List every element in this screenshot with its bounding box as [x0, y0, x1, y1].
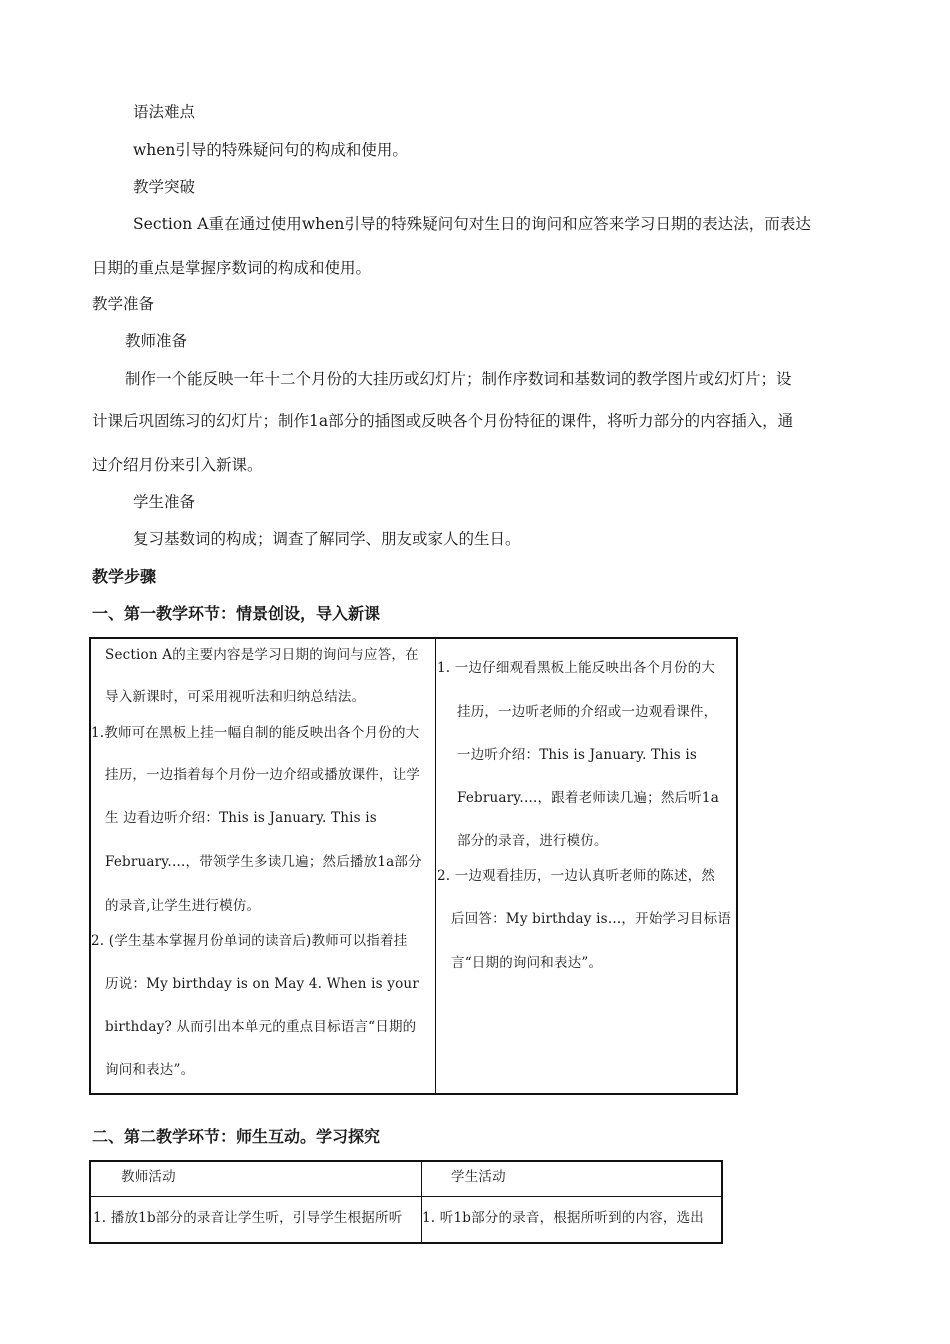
stage2-heading: 二、第二教学环节：师生互动。学习探究	[92, 1127, 381, 1146]
stage2-student-row1: 1. 听1b部分的录音，根据所听到的内容，选出	[422, 1210, 705, 1226]
stage1-heading: 一、第一教学环节：情景创设，导入新课	[92, 604, 381, 623]
stage1-student-line: 一边听介绍：This is January. This is	[457, 747, 698, 763]
breakthrough-text-line2: 日期的重点是掌握序数词的构成和使用。	[92, 259, 372, 277]
stage1-teacher-line: 1.教师可在黑板上挂一幅自制的能反映出各个月份的大	[91, 725, 420, 741]
stage1-teacher-line: 生 边看边听介绍：This is January. This is	[105, 810, 377, 826]
stage1-teacher-line: 询问和表达”。	[105, 1062, 195, 1078]
stage1-teacher-line: 历说：My birthday is on May 4. When is your	[105, 976, 419, 992]
stage1-teacher-line: Section A的主要内容是学习日期的询问与应答，在	[105, 647, 419, 663]
stage1-student-line: 2. 一边观看挂历，一边认真听老师的陈述，然	[437, 868, 716, 884]
stage1-student-line: 1. 一边仔细观看黑板上能反映出各个月份的大	[437, 660, 716, 676]
student-prep-heading: 学生准备	[133, 493, 196, 511]
student-prep-text: 复习基数词的构成；调查了解同学、朋友或家人的生日。	[133, 530, 521, 548]
teacher-prep-line1: 制作一个能反映一年十二个月份的大挂历或幻灯片；制作序数词和基数词的教学图片或幻灯片；设	[125, 370, 792, 388]
stage1-teacher-line: February.…，带领学生多读几遍；然后播放1a部分	[105, 854, 422, 870]
stage1-teacher-line: 的录音,让学生进行模仿。	[105, 898, 261, 914]
stage1-student-line: February.…，跟着老师读几遍；然后听1a	[457, 790, 719, 806]
stage2-student-header: 学生活动	[451, 1169, 506, 1185]
steps-heading: 教学步骤	[92, 567, 157, 586]
stage1-teacher-line: 2. (学生基本掌握月份单词的读音后)教师可以指着挂	[91, 933, 408, 949]
stage1-student-line: 挂历，一边听老师的介绍或一边观看课件，	[457, 704, 718, 720]
breakthrough-heading: 教学突破	[133, 178, 196, 196]
stage1-teacher-line: birthday? 从而引出本单元的重点目标语言“日期的	[105, 1019, 417, 1035]
stage1-student-line: 后回答：My birthday is…，开始学习目标语	[451, 911, 732, 927]
stage2-table-divider	[421, 1162, 422, 1242]
stage1-teacher-line: 导入新课时，可采用视听法和归纳总结法。	[105, 689, 366, 705]
teacher-prep-line2: 计课后巩固练习的幻灯片；制作1a部分的插图或反映各个月份特征的课件，将听力部分的内容插入，通	[92, 412, 794, 430]
grammar-difficulty-heading: 语法难点	[133, 103, 196, 121]
stage1-student-line: 部分的录音，进行模仿。	[457, 833, 608, 849]
stage1-table-divider	[435, 639, 436, 1093]
preparation-heading: 教学准备	[92, 295, 155, 313]
stage1-student-line: 言“日期的询问和表达”。	[451, 955, 603, 971]
stage2-teacher-header: 教师活动	[121, 1169, 176, 1185]
stage2-table	[89, 1160, 723, 1244]
stage2-table-header-rule	[91, 1196, 721, 1197]
grammar-difficulty-text: when引导的特殊疑问句的构成和使用。	[133, 141, 408, 159]
teacher-prep-line3: 过介绍月份来引入新课。	[92, 456, 263, 474]
breakthrough-text-line1: Section A重在通过使用when引导的特殊疑问句对生日的询问和应答来学习日期的表达法，而表达	[133, 215, 811, 233]
teacher-prep-heading: 教师准备	[125, 332, 188, 350]
stage1-teacher-line: 挂历，一边指着每个月份一边介绍或播放课件，让学	[105, 767, 421, 783]
stage1-table	[89, 637, 738, 1095]
stage2-teacher-row1: 1. 播放1b部分的录音让学生听，引导学生根据所听	[93, 1210, 403, 1226]
